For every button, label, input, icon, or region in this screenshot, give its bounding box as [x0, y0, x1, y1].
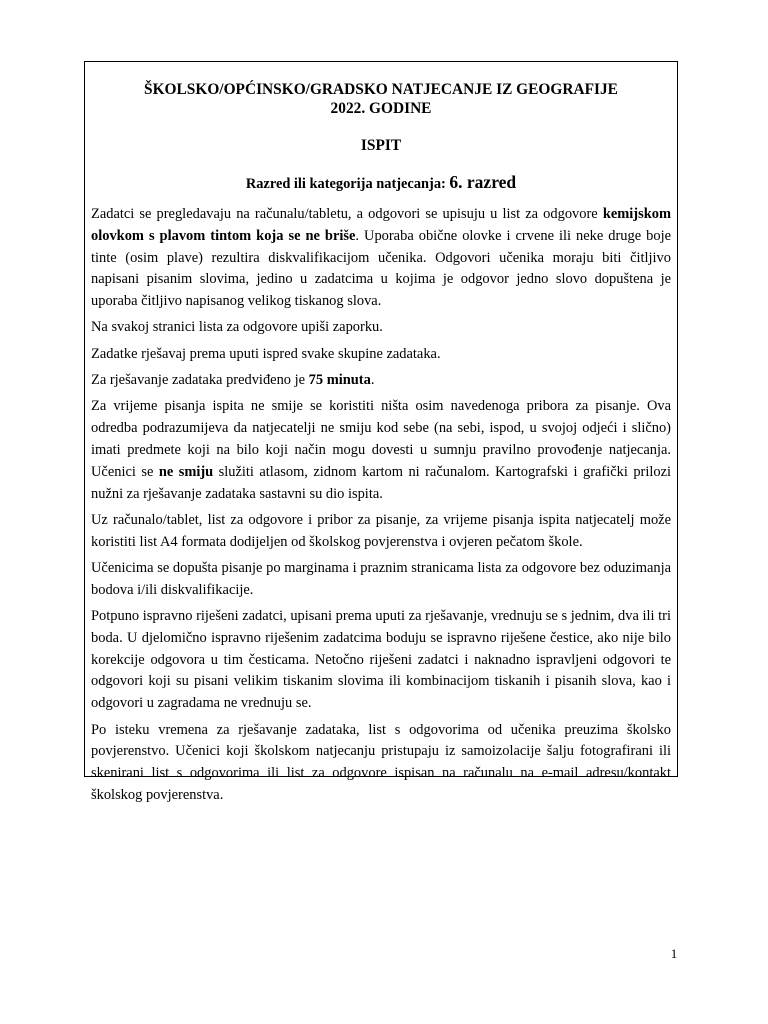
paragraph-margins: Učenicima se dopušta pisanje po marginama i praznim stranicama lista za odgovore bez oduzimanja bodova i/ili diskvalifikacije. [91, 559, 671, 598]
paragraph-submission: Po isteku vremena za rješavanje zadataka, list s odgovorima od učenika preuzima školsko povjerenstvo. Učenici koji školskom natjecanju pristupaju iz samoizolacije šalju fotografirani ili skenirani list s odgovorima ili list za odgovore ispisan na računalu na e-mail adresu/kontakt školskog povjerenstva. [91, 721, 671, 803]
exam-subtitle: ISPIT [360, 137, 402, 154]
page-number: 1 [670, 946, 678, 961]
category-value: 6. razred [449, 172, 517, 192]
paragraph-text: . [370, 372, 375, 389]
emphasis-text: 75 minuta [308, 372, 371, 389]
instructions-box [84, 61, 678, 803]
paragraph-password: Na svakoj stranici lista za odgovore upiši zaporku. [91, 319, 383, 336]
paragraph-a4-sheet: Uz računalo/tablet, list za odgovore i pribor za pisanje, za vrijeme pisanja ispita natjecatelj može koristiti list A4 formata dodijeljen od školskog povjerenstva i ovjeren pečatom škole. [91, 511, 671, 550]
paragraph-text: služiti atlasom, zidnom kartom ni računalom. Kartografski i grafički prilozi nužni za rješavanje zadataka sastavni su dio ispita. [91, 463, 672, 502]
paragraph-scoring: Potpuno ispravno riješeni zadatci, upisani prema uputi za rješavanje, vrednuju se s jednim, dva ili tri boda. U djelomično ispravno riješenim zadatcima boduju se ispravno riješene čestice, ako nije bilo korekcije odgovora u tim česticama. Netočno riješeni zadatci i naknadno ispravljeni odgovori te odgovori koji su pisani velikim tiskanim slovima ili kombinacijom tiskanih i pisanih slova, kao i odgovori u zagradama ne vrednuju se. [91, 608, 671, 712]
paragraph-instructions: Zadatke rješavaj prema uputi ispred svake skupine zadataka. [91, 345, 441, 362]
emphasis-text: kemijskom olovkom s plavom tintom koja se ne briše [91, 206, 671, 244]
paragraph-text: Za rješavanje zadataka predviđeno je [91, 372, 309, 389]
instructions-body [91, 204, 671, 807]
title-line-1: ŠKOLSKO/OPĆINSKO/GRADSKO NATJECANJE IZ GEOGRAFIJE [144, 81, 618, 98]
paragraph-text: Za vrijeme pisanja ispita ne smije se koristiti ništa osim navedenoga pribora za pisanje. Ova odredba podrazumijeva da natjecatelji ne smiju kod sebe (na sebi, ispod, u svojoj odjeći i slično) imati predmete koji na bilo koji način mogu dovesti u sumnju pravilno provođenje natjecanja. Učenici se [91, 398, 671, 480]
title-line-2: 2022. GODINE [330, 100, 432, 117]
paragraph-text: . Uporaba obične olovke i crvene ili neke druge boje tinte (osim plave) rezultira diskvalifikacijom učenika. Odgovori učenika moraju biti čitljivo napisani pisanim slovima, jedino u zadatcima u kojima je odgovor jedno slovo dopuštena je uporaba čitljivo napisanog velikog tiskanog slova. [91, 227, 671, 310]
category-line [91, 172, 671, 194]
document-title [91, 80, 671, 118]
paragraph-answer-sheet [91, 204, 671, 313]
category-label: Razred ili kategorija natjecanja: [245, 176, 450, 192]
paragraph-duration [91, 370, 671, 392]
paragraph-text: Zadatci se pregledavaju na računalu/tabletu, a odgovori se upisuju u list za odgovore [91, 206, 603, 222]
paragraph-allowed-materials [91, 396, 671, 505]
emphasis-text: ne smiju [158, 463, 214, 480]
